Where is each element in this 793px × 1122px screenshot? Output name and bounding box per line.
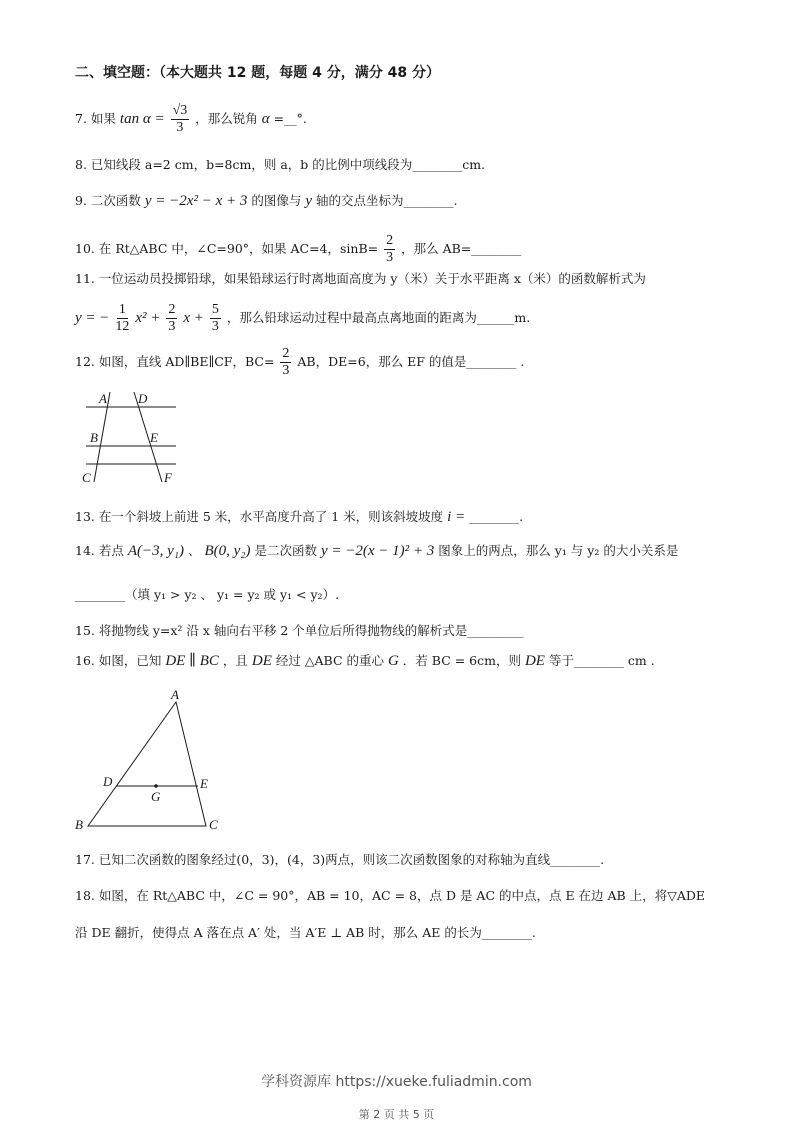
question-8: 8. 已知线段 a=2 cm，b=8cm，则 a，b 的比例中项线段为________cm. [75,157,486,172]
q14-pre: 14. 若点 [75,543,124,558]
q16-mid3: ．若 BC = 6cm，则 [402,653,521,668]
question-11-line1: 11. 一位运动员投掷铅球，如果铅球运行时离地面高度为 y（米）关于水平距离 x（米）的函数解析式为 [75,271,646,286]
q12-pre: 12. 如图，直线 AD∥BE∥CF，BC= [75,354,275,369]
label-F: F [164,470,172,485]
q11-f3-num: 5 [211,302,219,317]
q11-fraction-2 [166,302,177,335]
question-14-line2: ________（填 y₁ > y₂ 、 y₁ = y₂ 或 y₁ < y₂）. [75,587,340,602]
q9-post: 的图像与 [251,193,302,208]
figure-16-triangle [70,686,230,836]
q14-mid: 是二次函数 [254,543,318,558]
q16-post: 等于________ cm . [548,653,655,668]
label-C: C [82,470,91,485]
q7-post: ，那么锐角 [195,111,258,126]
question-7 [75,103,753,136]
label-E: E [200,776,208,791]
q7-pre: 如果 [90,111,116,126]
q11-post: ，那么铅球运动过程中最高点离地面的距离为______m. [226,310,531,325]
centroid-point-G [154,784,158,788]
q11-fraction-3 [210,302,221,335]
q12-frac-num: 2 [282,346,290,361]
q13-expr: i = [447,509,466,525]
q16-expr2: DE [251,653,272,669]
q12-fraction [280,346,291,379]
question-10 [75,233,753,266]
label-A: A [171,687,179,702]
q11-expr-a: y = − [75,310,110,326]
q11-fraction-1 [115,302,129,335]
label-B: B [90,430,98,445]
label-E: E [150,430,158,445]
q14-expr: y = −2(x − 1)² + 3 [321,543,435,559]
question-18-line2: 沿 DE 翻折，使得点 A 落在点 A′ 处，当 A′E ⊥ AB 时，那么 AE 的长为________. [75,925,536,940]
label-A: A [99,391,107,406]
q16-expr4: DE [524,653,545,669]
q11-f2-den: 3 [168,319,176,334]
q7-frac-den: 3 [176,120,184,135]
q7-post2: =__°. [273,111,307,126]
q16-mid: ，且 [222,653,248,668]
q14-post: 图象上的两点，那么 y₁ 与 y₂ 的大小关系是 [438,543,679,558]
question-14-line1 [75,542,753,560]
question-12 [75,346,753,379]
q9-expr2: y [305,193,313,209]
label-B: B [75,817,83,832]
q11-f3-den: 3 [211,319,219,334]
q10-fraction [384,233,395,266]
q9-post2: 轴的交点坐标为________. [316,193,458,208]
section-heading: 二、填空题：（本大题共 12 题，每题 4 分，满分 48 分） [75,65,440,81]
q10-frac-num: 2 [386,233,394,248]
q11-expr-c: x + [183,310,204,326]
q14-point-a: A(−3, y₁) [127,543,184,559]
q16-expr3: G [387,653,399,669]
q16-mid2: 经过 △ABC 的重心 [275,653,384,668]
question-9 [75,192,753,210]
question-13 [75,508,753,526]
question-16 [75,652,753,670]
figure-12-parallel-lines [76,386,186,488]
footer-watermark: 学科资源库 https://xueke.fuliadmin.com [261,1074,532,1090]
q16-expr: DE ∥ BC [165,653,219,669]
q12-frac-den: 3 [282,363,290,378]
q11-f2-num: 2 [168,302,176,317]
q9-pre: 9. 二次函数 [75,193,141,208]
q7-fraction [171,103,190,136]
q11-f1-den: 12 [115,319,130,334]
footer-page-number: 第 2 页 共 5 页 [358,1108,435,1121]
q7-expr: tan α = [119,111,165,127]
q7-frac-num: √3 [172,103,188,118]
q13-pre: 13. 在一个斜坡上前进 5 米，水平高度升高了 1 米，则该斜坡坡度 [75,509,444,524]
q10-pre: 10. 在 Rt△ABC 中，∠C=90°，如果 AC=4，sinB= [75,241,379,256]
label-D: D [103,774,113,789]
label-C: C [209,817,218,832]
label-D: D [138,391,148,406]
q7-number: 7. [75,111,87,126]
q9-expr: y = −2x² − x + 3 [144,193,248,209]
q14-sep: 、 [187,543,201,558]
label-G: G [151,789,161,804]
q7-expr2: α [261,111,270,127]
q10-frac-den: 3 [386,250,394,265]
q13-post: ________. [469,509,524,524]
triangle-ABC [88,702,206,826]
q11-expr-b: x² + [135,310,161,326]
q10-post: ，那么 AB=________ [401,241,522,256]
q11-f1-num: 1 [118,302,126,317]
question-17: 17. 已知二次函数的图象经过(0，3)，(4，3)两点，则该二次函数图象的对称轴为直线________. [75,852,605,867]
question-18-line1: 18. 如图，在 Rt△ABC 中，∠C = 90°，AB = 10，AC = 8，点 D 是 AC 的中点，点 E 在边 AB 上，将▽ADE [75,888,705,903]
q16-pre: 16. 如图，已知 [75,653,162,668]
q14-point-b: B(0, y₂) [204,543,251,559]
q12-post: AB，DE=6，那么 EF 的值是________ . [297,354,525,369]
question-15: 15. 将抛物线 y=x² 沿 x 轴向右平移 2 个单位后所得抛物线的解析式是_________ [75,623,524,638]
question-11-line2 [75,302,753,335]
